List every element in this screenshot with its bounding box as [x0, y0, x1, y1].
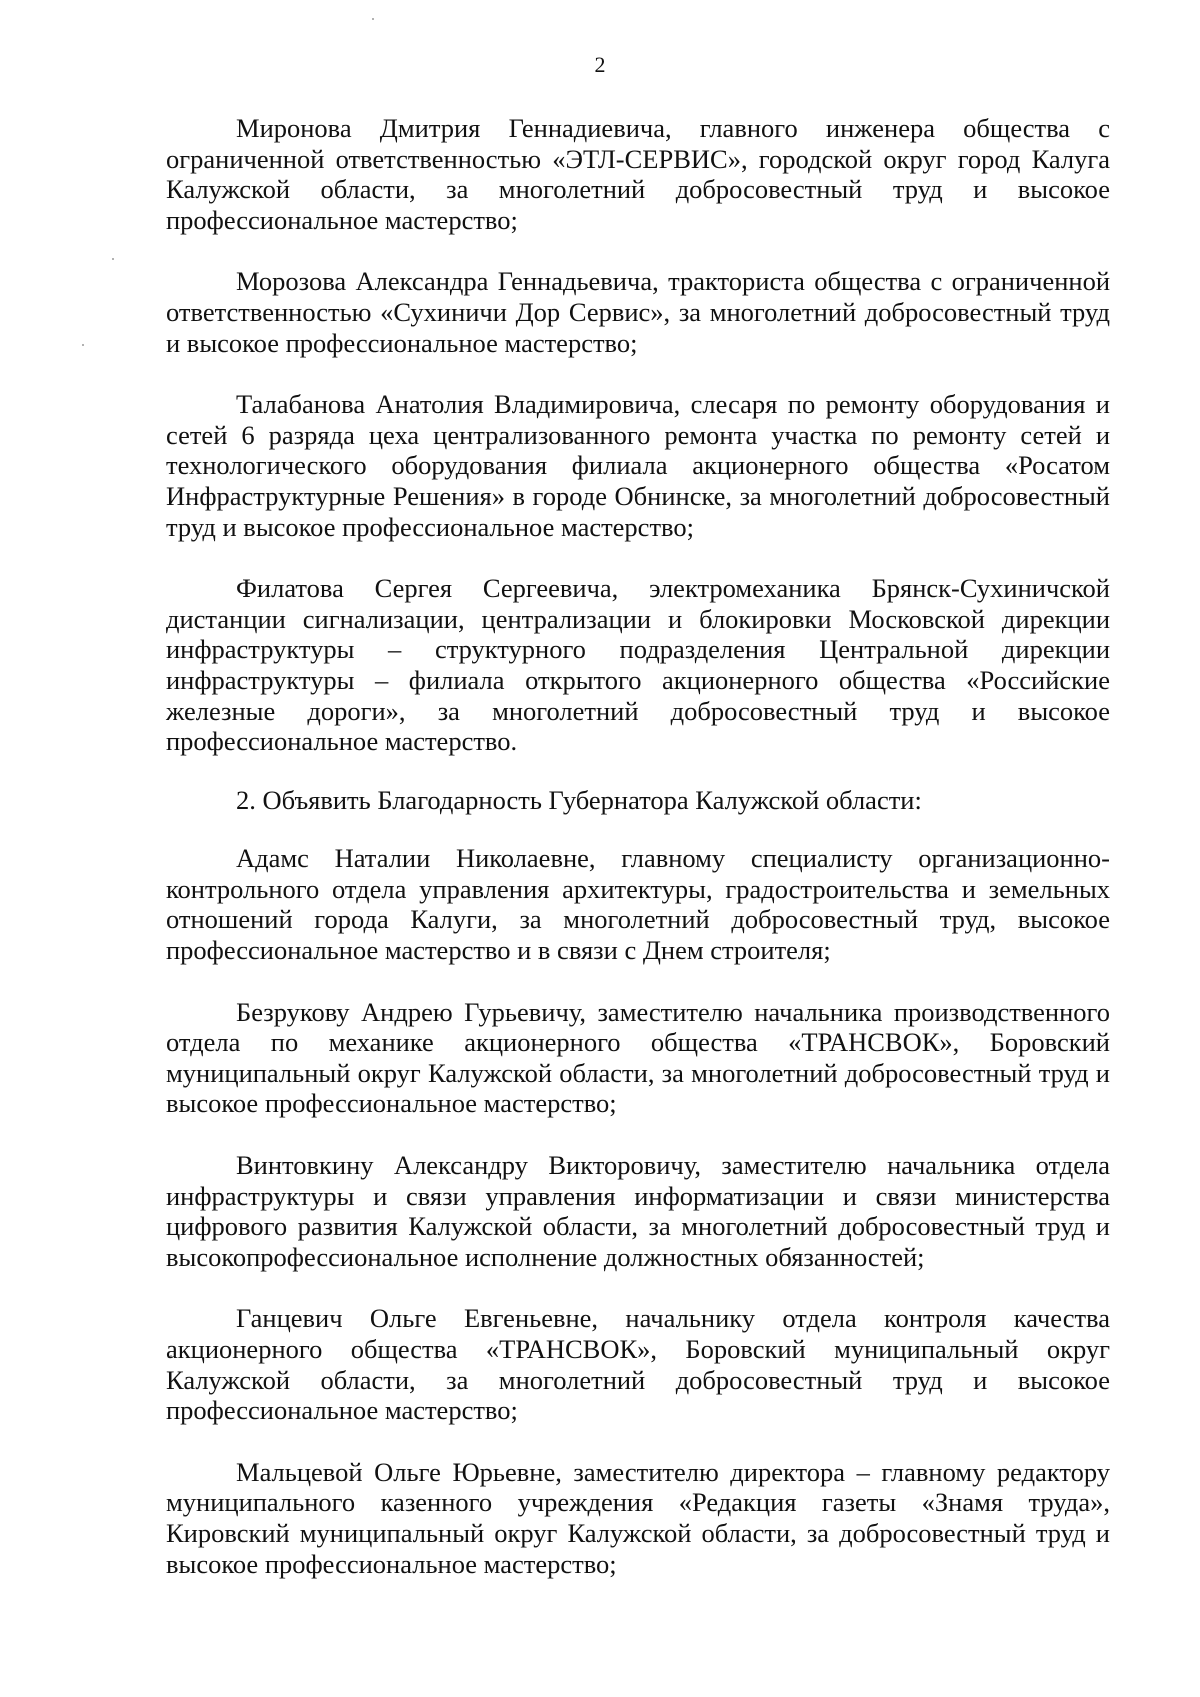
award-paragraph-filatov: Филатова Сергея Сергеевича, электромеханика Брянск-Сухиничской дистанции сигнализации, централизации и блокировки Московской дирекции инфраструктуры – структурного подразделения Центральной дирекции инфраструктуры – филиала открытого акционерного общества «Российские железные дороги», за многолетний добросовестный труд и высокое профессиональное мастерство. — [166, 573, 1110, 757]
award-paragraph-morozov: Морозова Александра Геннадьевича, тракториста общества с ограниченной ответственностью «Сухиничи Дор Сервис», за многолетний добросовестный труд и высокое профессиональное мастерство; — [166, 266, 1110, 358]
gratitude-paragraph-vintovkin: Винтовкину Александру Викторовичу, заместителю начальника отдела инфраструктуры и связи управления информатизации и связи министерства цифрового развития Калужской области, за многолетний добросовестный труд и высокопрофессиональное исполнение должностных обязанностей; — [166, 1150, 1110, 1272]
scan-speck — [82, 344, 84, 346]
award-paragraph-mironov: Миронова Дмитрия Геннадиевича, главного инженера общества с ограниченной ответственностью «ЭТЛ-СЕРВИС», городской округ город Калуга Калужской области, за многолетний добросовестный труд и высокое профессиональное мастерство; — [166, 113, 1110, 235]
section-heading-gratitude: 2. Объявить Благодарность Губернатора Калужской области: — [236, 784, 922, 815]
scan-speck — [372, 18, 374, 20]
gratitude-paragraph-bezrukov: Безрукову Андрею Гурьевичу, заместителю начальника производственного отдела по механике акционерного общества «ТРАНСВОК», Боровский муниципальный округ Калужской области, за многолетний добросовестный труд и высокое профессиональное мастерство; — [166, 996, 1110, 1119]
page-number: 2 — [594, 52, 606, 77]
gratitude-paragraph-maltseva: Мальцевой Ольге Юрьевне, заместителю директора – главному редактору муниципального казенного учреждения «Редакция газеты «Знамя труда», Кировский муниципальный округ Калужской области, за добросовестный труд и высокое профессиональное мастерство; — [166, 1456, 1110, 1579]
award-paragraph-talabanov: Талабанова Анатолия Владимировича, слесаря по ремонту оборудования и сетей 6 разряда цеха централизованного ремонта участка по ремонту сетей и технологического оборудования филиала акционерного общества «Росатом Инфраструктурные Решения» в городе Обнинске, за многолетний добросовестный труд и высокое профессиональное мастерство; — [166, 389, 1110, 542]
scan-speck — [112, 258, 114, 260]
document-body — [166, 113, 1110, 1579]
gratitude-paragraph-adams: Адамс Наталии Николаевне, главному специалисту организационно-контрольного отдела управления архитектуры, градостроительства и земельных отношений города Калуги, за многолетний добросовестный труд, высокое профессиональное мастерство и в связи с Днем строителя; — [166, 843, 1110, 966]
gratitude-paragraph-gantsevich: Ганцевич Ольге Евгеньевне, начальнику отдела контроля качества акционерного общества «ТРАНСВОК», Боровский муниципальный округ Калужской области, за многолетний добросовестный труд и высокое профессиональное мастерство; — [166, 1303, 1110, 1426]
